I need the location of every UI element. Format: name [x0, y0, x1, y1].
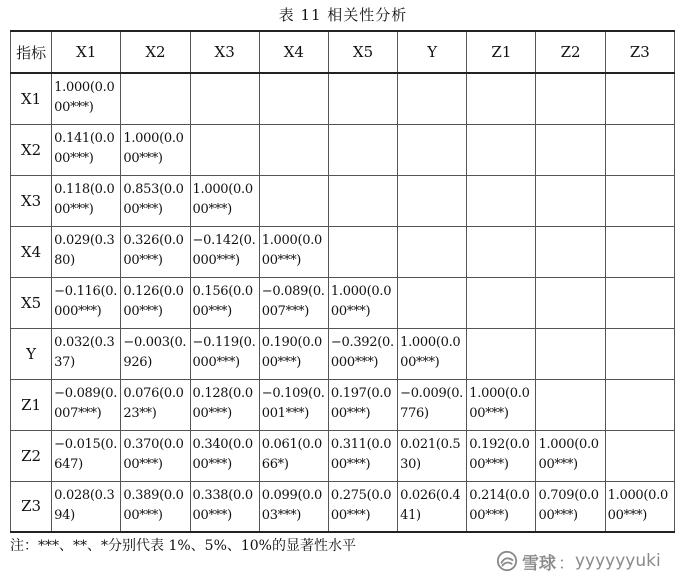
table-cell: 0.192(0.000***)	[467, 430, 536, 481]
row-label: X4	[11, 226, 52, 277]
column-header: Z3	[605, 31, 674, 73]
row-label: Z2	[11, 430, 52, 481]
table-cell	[467, 175, 536, 226]
watermark-user: yyyyyyuki	[575, 551, 661, 571]
table-row	[11, 481, 675, 532]
table-cell	[536, 328, 605, 379]
correlation-table	[10, 30, 675, 533]
table-cell	[328, 73, 397, 124]
column-header: X2	[121, 31, 190, 73]
table-cell: 1.000(0.000***)	[398, 328, 467, 379]
table-cell	[467, 277, 536, 328]
table-cell: 0.389(0.000***)	[121, 481, 190, 532]
watermark	[496, 548, 661, 574]
table-cell: 0.326(0.000***)	[121, 226, 190, 277]
table-cell: 0.214(0.000***)	[467, 481, 536, 532]
snowball-logo-icon	[496, 550, 518, 572]
table-cell: 0.099(0.003***)	[259, 481, 328, 532]
table-row	[11, 73, 675, 124]
row-label: X1	[11, 73, 52, 124]
table-cell: −0.392(0.000***)	[328, 328, 397, 379]
table-cell	[467, 73, 536, 124]
table-cell	[536, 226, 605, 277]
table-cell	[398, 73, 467, 124]
table-cell: 0.061(0.066*)	[259, 430, 328, 481]
watermark-brand: 雪球	[522, 553, 556, 574]
table-cell: 1.000(0.000***)	[121, 124, 190, 175]
table-cell: 0.275(0.000***)	[328, 481, 397, 532]
table-cell: −0.089(0.007***)	[52, 379, 121, 430]
row-label: X5	[11, 277, 52, 328]
table-row	[11, 124, 675, 175]
table-cell	[467, 124, 536, 175]
table-cell: −0.003(0.926)	[121, 328, 190, 379]
table-cell: 0.028(0.394)	[52, 481, 121, 532]
table-cell	[259, 175, 328, 226]
table-row	[11, 379, 675, 430]
table-cell	[605, 328, 674, 379]
table-cell: 1.000(0.000***)	[259, 226, 328, 277]
table-cell: 1.000(0.000***)	[328, 277, 397, 328]
table-cell	[605, 226, 674, 277]
table-cell: −0.009(0.776)	[398, 379, 467, 430]
table-cell: 0.853(0.000***)	[121, 175, 190, 226]
table-cell: −0.089(0.007***)	[259, 277, 328, 328]
table-cell	[259, 124, 328, 175]
table-header-row	[11, 31, 675, 73]
table-cell	[398, 124, 467, 175]
table-cell	[398, 277, 467, 328]
table-cell: 0.311(0.000***)	[328, 430, 397, 481]
table-cell: 1.000(0.000***)	[467, 379, 536, 430]
table-cell: 1.000(0.000***)	[605, 481, 674, 532]
table-cell	[259, 73, 328, 124]
table-cell	[536, 175, 605, 226]
table-cell: 0.141(0.000***)	[52, 124, 121, 175]
table-cell	[605, 124, 674, 175]
table-cell: 0.197(0.000***)	[328, 379, 397, 430]
table-caption: 表 11 相关性分析	[278, 6, 408, 24]
table-cell: −0.142(0.000***)	[190, 226, 259, 277]
row-label: Z3	[11, 481, 52, 532]
column-header: Y	[398, 31, 467, 73]
table-cell: 1.000(0.000***)	[536, 430, 605, 481]
table-note: 注：***、**、*分别代表 1%、5%、10%的显著性水平	[10, 538, 356, 554]
table-row	[11, 226, 675, 277]
table-cell: 1.000(0.000***)	[52, 73, 121, 124]
table-row	[11, 175, 675, 226]
table-cell	[190, 124, 259, 175]
table-cell	[605, 379, 674, 430]
column-header: X4	[259, 31, 328, 73]
column-header: Z2	[536, 31, 605, 73]
column-header: X1	[52, 31, 121, 73]
table-cell: 0.021(0.530)	[398, 430, 467, 481]
table-cell: 0.128(0.000***)	[190, 379, 259, 430]
table-row	[11, 328, 675, 379]
column-header: X3	[190, 31, 259, 73]
table-cell	[467, 328, 536, 379]
table-cell	[605, 277, 674, 328]
table-cell	[328, 124, 397, 175]
table-cell: 0.338(0.000***)	[190, 481, 259, 532]
row-label: Z1	[11, 379, 52, 430]
table-cell	[190, 73, 259, 124]
table-row	[11, 277, 675, 328]
table-cell: 0.156(0.000***)	[190, 277, 259, 328]
table-cell	[536, 277, 605, 328]
row-label: Y	[11, 328, 52, 379]
table-cell: 0.709(0.000***)	[536, 481, 605, 532]
table-cell	[536, 73, 605, 124]
table-cell: 0.340(0.000***)	[190, 430, 259, 481]
table-cell: 0.076(0.023**)	[121, 379, 190, 430]
table-cell	[398, 175, 467, 226]
table-cell	[398, 226, 467, 277]
table-cell	[328, 175, 397, 226]
table-cell	[467, 226, 536, 277]
table-cell	[536, 124, 605, 175]
table-row	[11, 430, 675, 481]
table-cell: −0.119(0.000***)	[190, 328, 259, 379]
table-cell	[605, 175, 674, 226]
row-label: X2	[11, 124, 52, 175]
header-corner: 指标	[11, 31, 52, 73]
table-cell	[328, 226, 397, 277]
row-label: X3	[11, 175, 52, 226]
table-cell: 0.126(0.000***)	[121, 277, 190, 328]
table-cell	[605, 73, 674, 124]
table-cell	[536, 379, 605, 430]
watermark-separator: ：	[558, 553, 575, 574]
table-cell: 0.032(0.337)	[52, 328, 121, 379]
table-cell: −0.116(0.000***)	[52, 277, 121, 328]
table-cell: 1.000(0.000***)	[190, 175, 259, 226]
column-header: Z1	[467, 31, 536, 73]
table-cell: 0.026(0.441)	[398, 481, 467, 532]
table-cell: 0.118(0.000***)	[52, 175, 121, 226]
table-cell: 0.370(0.000***)	[121, 430, 190, 481]
table-cell: −0.015(0.647)	[52, 430, 121, 481]
table-cell	[121, 73, 190, 124]
table-cell: 0.190(0.000***)	[259, 328, 328, 379]
column-header: X5	[328, 31, 397, 73]
table-cell: −0.109(0.001***)	[259, 379, 328, 430]
table-cell	[605, 430, 674, 481]
table-cell: 0.029(0.380)	[52, 226, 121, 277]
